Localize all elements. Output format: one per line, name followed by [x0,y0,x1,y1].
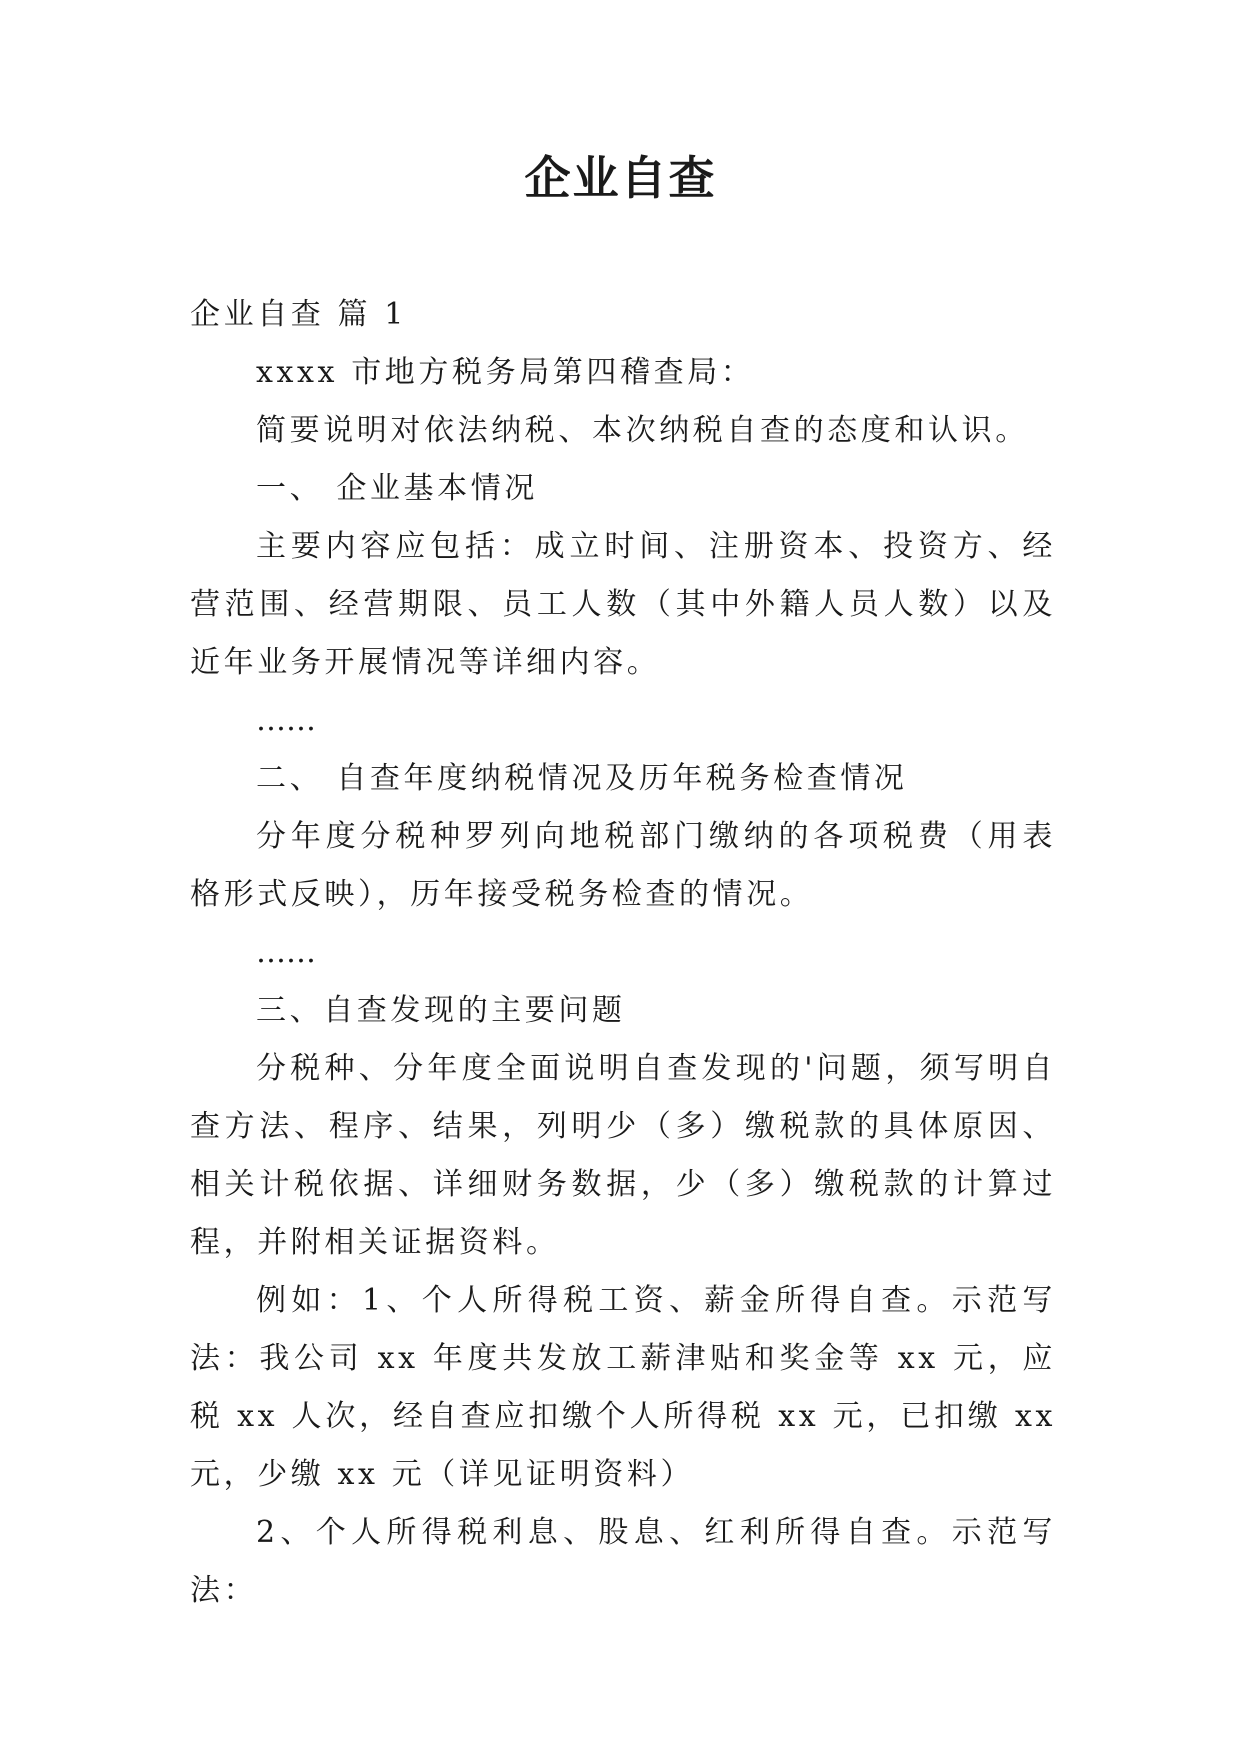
example-1-paragraph: 例如：1、个人所得税工资、薪金所得自查。示范写法：我公司 xx 年度共发放工薪津贴和奖金等 xx 元，应税 xx 人次，经自查应扣缴个人所得税 xx 元，已扣缴 xx 元，少缴 xx 元（详见证明资料） [190,1283,1056,1492]
example-2-paragraph: 2、个人所得税利息、股息、红利所得自查。示范写法： [190,1515,1056,1608]
heading-tax-status: 二、 自查年度纳税情况及历年税务检查情况 [256,761,908,796]
heading-basic-info: 一、 企业基本情况 [256,471,538,506]
main-issues-paragraph: 分税种、分年度全面说明自查发现的'问题，须写明自查方法、程序、结果，列明少（多）缴税款的具体原因、相关计税依据、详细财务数据，少（多）缴税款的计算过程，并附相关证据资料。 [190,1051,1056,1260]
section-heading: 企业自查 篇 1 [190,297,407,332]
ellipsis-1: …… [256,703,316,738]
tax-status-paragraph: 分年度分税种罗列向地税部门缴纳的各项税费（用表格形式反映），历年接受税务检查的情况。 [190,819,1056,912]
basic-info-paragraph: 主要内容应包括：成立时间、注册资本、投资方、经营范围、经营期限、员工人数（其中外籍人员人数）以及近年业务开展情况等详细内容。 [190,529,1056,680]
document-title: 企业自查 [524,151,717,205]
heading-main-issues: 三、自查发现的主要问题 [256,993,626,1028]
intro-paragraph: 简要说明对依法纳税、本次纳税自查的态度和认识。 [256,413,1029,448]
addressee-paragraph: xxxx 市地方税务局第四稽查局： [256,355,755,390]
document-body [190,286,1056,1620]
ellipsis-2: …… [256,935,316,970]
